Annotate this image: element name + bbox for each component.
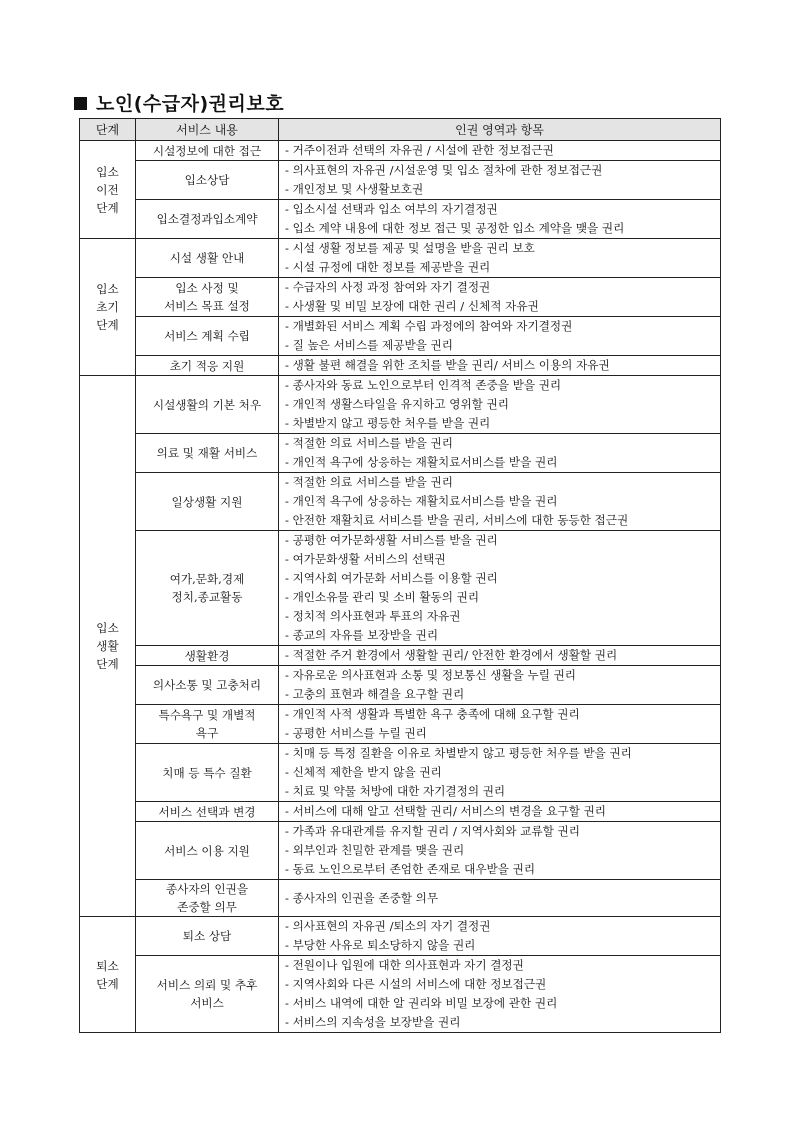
rights-item: - 사생활 및 비밀 보장에 대한 권리 / 신체적 자유권 (285, 299, 539, 313)
header-stage: 단계 (80, 119, 136, 141)
rights-cell (279, 356, 721, 376)
rights-item: - 적절한 주거 환경에서 생활할 권리/ 안전한 환경에서 생활할 권리 (285, 648, 618, 662)
service-name: 의료 및 재활 서비스 (156, 446, 258, 460)
table-row (80, 356, 721, 376)
service-cell (136, 317, 279, 356)
rights-item: - 입소시설 선택과 입소 여부의 자기결정권 (285, 202, 498, 216)
service-name: 생활환경 (184, 648, 230, 663)
rights-item: - 치료 및 약물 처방에 대한 자기결정의 권리 (285, 784, 506, 798)
service-name: 서비스 선택과 변경 (158, 804, 256, 819)
square-bullet-icon (74, 97, 87, 110)
rights-item: - 공평한 서비스를 누릴 권리 (285, 726, 427, 740)
rights-cell (279, 802, 721, 822)
stage-label: 단계 (96, 200, 119, 215)
rights-item: - 차별받지 않고 평등한 처우를 받을 권리 (285, 416, 491, 430)
table-row (80, 917, 721, 956)
table-body (80, 141, 721, 1033)
stage-label: 퇴소 (96, 958, 119, 973)
service-name: 입소결정과입소계약 (156, 212, 258, 226)
table-row (80, 141, 721, 161)
rights-item: - 서비스에 대해 알고 선택할 권리/ 서비스의 변경을 요구할 권리 (285, 804, 606, 818)
rights-cell (279, 917, 721, 956)
rights-item: - 종사자의 인권을 존중할 의무 (285, 890, 439, 905)
rights-item: - 개별화된 서비스 계획 수립 과정에의 참여와 자기결정권 (285, 319, 573, 333)
rights-item: - 외부인과 친밀한 관계를 맺을 권리 (285, 843, 465, 857)
rights-item: - 지역사회 여가문화 서비스를 이용할 권리 (285, 571, 498, 585)
rights-cell (279, 822, 721, 880)
rights-item: - 적절한 의료 서비스를 받을 권리 (285, 436, 453, 450)
rights-item: - 부당한 사유로 퇴소당하지 않을 권리 (285, 938, 476, 952)
stage-label: 이전 (96, 182, 119, 197)
stage-cell (80, 239, 136, 376)
stage-cell (80, 141, 136, 239)
rights-item: - 지역사회와 다른 시설의 서비스에 대한 정보접근권 (285, 977, 547, 991)
service-name: 시설 생활 안내 (169, 251, 245, 265)
rights-item: - 질 높은 서비스를 제공받을 권리 (285, 338, 453, 352)
header-service: 서비스 내용 (136, 119, 279, 141)
header-rights: 인권 영역과 항목 (279, 119, 721, 141)
rights-cell (279, 200, 721, 239)
rights-item: - 자유로운 의사표현과 소통 및 정보통신 생활을 누릴 권리 (285, 668, 576, 682)
service-name: 초기 적응 지원 (169, 358, 245, 373)
rights-cell (279, 880, 721, 917)
service-name: 퇴소 상담 (182, 929, 232, 943)
rights-item: - 전원이나 입원에 대한 의사표현과 자기 결정권 (285, 958, 524, 972)
rights-cell (279, 705, 721, 744)
rights-item: - 신체적 제한을 받지 않을 권리 (285, 765, 442, 779)
service-name: 시설생활의 기본 처우 (152, 397, 262, 412)
section-title-text: 노인(수급자)권리보호 (96, 93, 285, 115)
rights-item: - 고충의 표현과 해결을 요구할 권리 (285, 687, 465, 701)
service-cell (136, 531, 279, 646)
service-cell (136, 666, 279, 705)
service-cell (136, 278, 279, 317)
rights-cell (279, 666, 721, 705)
table-row (80, 200, 721, 239)
rights-item: - 의사표현의 자유권 /퇴소의 자기 결정권 (285, 919, 491, 933)
table-row (80, 666, 721, 705)
service-name: 입소 사정 및 (175, 281, 239, 295)
service-name: 입소상담 (184, 173, 230, 187)
service-name: 존중할 의무 (177, 900, 237, 914)
service-cell (136, 239, 279, 278)
table-header-row (80, 119, 721, 141)
rights-item: - 입소 계약 내용에 대한 정보 접근 및 공정한 입소 계약을 맺을 권리 (285, 221, 625, 235)
service-name: 욕구 (195, 726, 219, 740)
rights-item: - 정치적 의사표현과 투표의 자유권 (285, 609, 461, 623)
table-row (80, 744, 721, 802)
service-cell (136, 705, 279, 744)
table-row (80, 317, 721, 356)
rights-item: - 시설 생활 정보를 제공 및 설명을 받을 권리 보호 (285, 241, 535, 255)
rights-cell (279, 239, 721, 278)
service-cell (136, 141, 279, 161)
rights-item: - 서비스 내역에 대한 알 권리와 비밀 보장에 관한 권리 (285, 996, 558, 1010)
service-cell (136, 917, 279, 956)
service-cell (136, 744, 279, 802)
table-row (80, 646, 721, 666)
service-name: 서비스 이용 지원 (164, 843, 250, 858)
rights-item: - 여가문화생활 서비스의 선택권 (285, 552, 446, 566)
table-row (80, 956, 721, 1033)
rights-item: - 안전한 재활치료 서비스를 받을 권리, 서비스에 대한 동등한 접근권 (285, 513, 629, 527)
service-name: 일상생활 지원 (171, 494, 243, 509)
service-cell (136, 356, 279, 376)
service-cell (136, 200, 279, 239)
stage-label: 단계 (96, 657, 119, 671)
rights-cell (279, 317, 721, 356)
table-row (80, 473, 721, 531)
stage-label: 초기 (96, 300, 119, 314)
service-name: 여가,문화,경제 (169, 572, 245, 586)
service-cell (136, 434, 279, 473)
stage-label: 입소 (96, 621, 119, 635)
table-row (80, 802, 721, 822)
rights-item: - 의사표현의 자유권 /시설운영 및 입소 절차에 관한 정보접근권 (285, 163, 603, 177)
rights-table (79, 118, 721, 1033)
service-name: 정치,종교활동 (171, 590, 243, 604)
rights-item: - 생활 불편 해결을 위한 조치를 받을 권리/ 서비스 이용의 자유권 (285, 358, 610, 372)
table-row (80, 880, 721, 917)
rights-item: - 개인적 생활스타일을 유지하고 영위할 권리 (285, 397, 509, 411)
rights-item: - 개인소유물 관리 및 소비 활동의 권리 (285, 590, 480, 604)
rights-item: - 종교의 자유를 보장받을 권리 (285, 628, 439, 642)
rights-item: - 서비스의 지속성을 보장받을 권리 (285, 1015, 461, 1029)
rights-cell (279, 956, 721, 1033)
rights-item: - 수급자의 사정 과정 참여와 자기 결정권 (285, 280, 491, 294)
table-row (80, 531, 721, 646)
stage-label: 생활 (96, 639, 119, 653)
rights-item: - 동료 노인으로부터 존엄한 존재로 대우받을 권리 (285, 862, 536, 876)
rights-cell (279, 744, 721, 802)
service-name: 서비스 목표 설정 (164, 299, 250, 313)
rights-item: - 개인적 욕구에 상응하는 재활치료서비스를 받을 권리 (285, 455, 558, 469)
table-row (80, 434, 721, 473)
rights-cell (279, 434, 721, 473)
service-cell (136, 161, 279, 200)
rights-cell (279, 531, 721, 646)
service-name: 서비스 (190, 996, 224, 1010)
rights-item: - 치매 등 특정 질환을 이유로 차별받지 않고 평등한 처우를 받을 권리 (285, 746, 632, 760)
rights-cell (279, 278, 721, 317)
rights-item: - 적절한 의료 서비스를 받을 권리 (285, 475, 453, 489)
stage-label: 입소 (96, 282, 119, 296)
rights-item: - 거주이전과 선택의 자유권 / 시설에 관한 정보접근권 (285, 143, 554, 157)
stage-cell (80, 917, 136, 1033)
table-row (80, 376, 721, 434)
rights-item: - 공평한 여가문화생활 서비스를 받을 권리 (285, 533, 498, 547)
table-row (80, 822, 721, 880)
table-row (80, 161, 721, 200)
table-row (80, 239, 721, 278)
service-cell (136, 880, 279, 917)
table-row (80, 278, 721, 317)
stage-label: 단계 (96, 976, 119, 991)
stage-label: 단계 (96, 318, 119, 332)
table-row (80, 705, 721, 744)
section-title (74, 89, 284, 115)
service-cell (136, 376, 279, 434)
rights-cell (279, 161, 721, 200)
service-name: 특수욕구 및 개별적 (158, 708, 256, 722)
service-name: 의사소통 및 고충처리 (152, 678, 262, 692)
service-name: 종사자의 인권을 (165, 882, 249, 896)
stage-label: 입소 (96, 164, 119, 179)
service-cell (136, 822, 279, 880)
service-name: 서비스 계획 수립 (164, 329, 250, 343)
rights-cell (279, 376, 721, 434)
rights-cell (279, 141, 721, 161)
service-name: 시설정보에 대한 접근 (152, 143, 262, 158)
stage-cell (80, 376, 136, 917)
rights-item: - 개인적 욕구에 상응하는 재활치료서비스를 받을 권리 (285, 494, 558, 508)
service-cell (136, 956, 279, 1033)
service-name: 치매 등 특수 질환 (162, 765, 252, 780)
rights-item: - 가족과 유대관계를 유지할 권리 / 지역사회와 교류할 권리 (285, 824, 580, 838)
rights-cell (279, 473, 721, 531)
service-cell (136, 646, 279, 666)
rights-item: - 개인적 사적 생활과 특별한 욕구 충족에 대해 요구할 권리 (285, 707, 580, 721)
rights-item: - 개인정보 및 사생활보호권 (285, 182, 424, 196)
rights-item: - 종사자와 동료 노인으로부터 인격적 존중을 받을 권리 (285, 378, 562, 392)
service-cell (136, 473, 279, 531)
rights-cell (279, 646, 721, 666)
service-name: 서비스 의뢰 및 추후 (156, 978, 258, 992)
rights-item: - 시설 규정에 대한 정보를 제공받을 권리 (285, 260, 491, 274)
service-cell (136, 802, 279, 822)
